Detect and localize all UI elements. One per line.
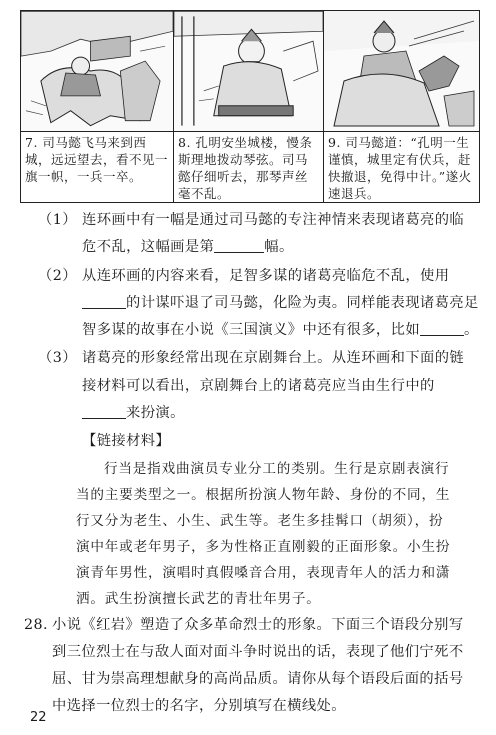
- question-28-line-2: 到三位烈士在与敌人面对面斗争时说出的话，表现了他们宁死不: [52, 644, 464, 660]
- question-3-answer-blank[interactable]: [82, 404, 126, 419]
- question-2-text-end: 。: [464, 322, 479, 338]
- question-2-line-1: 从连环画的内容来看，足智多谋的诸葛亮临危不乱，使用: [82, 268, 450, 284]
- question-2-text: 的计谋吓退了司马懿，化险为夷。同样能表现诸葛亮足: [126, 295, 479, 311]
- reference-material-line-5: 演青年男性，演唱时真假嗓音合用，表现青年人的活力和潇: [76, 565, 451, 581]
- question-28-line-4: 中选择一位烈士的名字，分别填写在横线处。: [52, 698, 346, 714]
- question-3-line-1: 诸葛亮的形象经常出现在京剧舞台上。从连环画和下面的链: [82, 350, 465, 366]
- comic-strip: [20, 10, 480, 203]
- question-1-number: （1）: [38, 212, 77, 228]
- question-2-line-2: [82, 290, 479, 317]
- question-2-number: （2）: [38, 268, 77, 284]
- reference-material-line-1: 行当是指戏曲演员专业分工的类别。生行是京剧表演行: [104, 461, 450, 477]
- comic-caption-8: 8. 孔明安坐城楼，慢条斯理地拨动琴弦。司马懿仔细听去，那琴声丝毫不乱。: [174, 131, 324, 202]
- page-number: 22: [30, 710, 47, 725]
- question-2-answer-blank-2[interactable]: [420, 321, 464, 336]
- question-3-line-3: [82, 400, 185, 427]
- reference-material-title: 【链接材料】: [82, 433, 171, 449]
- comic-caption-7: 7. 司马懿飞马来到西城，远远望去，看不见一旗一帜，一兵一卒。: [21, 131, 174, 202]
- question-2-answer-blank-1[interactable]: [82, 294, 126, 309]
- reference-material-line-6: 洒。武生扮演擅长武艺的青壮年男子。: [76, 591, 321, 607]
- question-28-line-3: 屈、甘为崇高理想献身的高尚品质。请你从每个语段后面的括号: [52, 671, 464, 687]
- question-1-answer-blank[interactable]: [214, 238, 264, 253]
- reference-material-line-4: 演中年或老年男子，多为性格正直刚毅的正面形象。小生扮: [76, 539, 451, 555]
- question-1-line-2: [82, 234, 294, 261]
- comic-panel-8-illustration: [174, 11, 324, 131]
- reference-material-line-2: 当的主要类型之一。根据所扮演人物年龄、身份的不同，生: [76, 487, 451, 503]
- question-1-line-1: 连环画中有一幅是通过司马懿的专注神情来表现诸葛亮的临: [82, 212, 465, 228]
- question-2-line-3: [82, 317, 479, 344]
- question-3-number: （3）: [38, 350, 77, 366]
- question-28-number: 28.: [24, 617, 48, 633]
- question-1-text: 危不乱，这幅画是第: [82, 239, 215, 255]
- comic-panel-7-illustration: [21, 11, 174, 131]
- question-1-text-end: 幅。: [264, 239, 294, 255]
- reference-material-line-3: 行又分为老生、小生、武生等。老生多挂髯口（胡须），扮: [76, 513, 444, 529]
- question-28-line-1: 小说《红岩》塑造了众多革命烈士的形象。下面三个语段分别写: [52, 617, 464, 633]
- question-2-text-2: 智多谋的故事在小说《三国演义》中还有很多，比如: [82, 322, 421, 338]
- question-3-line-2: 接材料可以看出，京剧舞台上的诸葛亮应当由生行中的: [82, 378, 435, 394]
- comic-caption-9: 9. 司马懿道：“孔明一生谨慎，城里定有伏兵，赶快撤退，免得中计。”遂火速退兵。: [324, 131, 479, 202]
- comic-panel-9-illustration: [324, 11, 479, 131]
- question-3-text-end: 来扮演。: [126, 405, 185, 421]
